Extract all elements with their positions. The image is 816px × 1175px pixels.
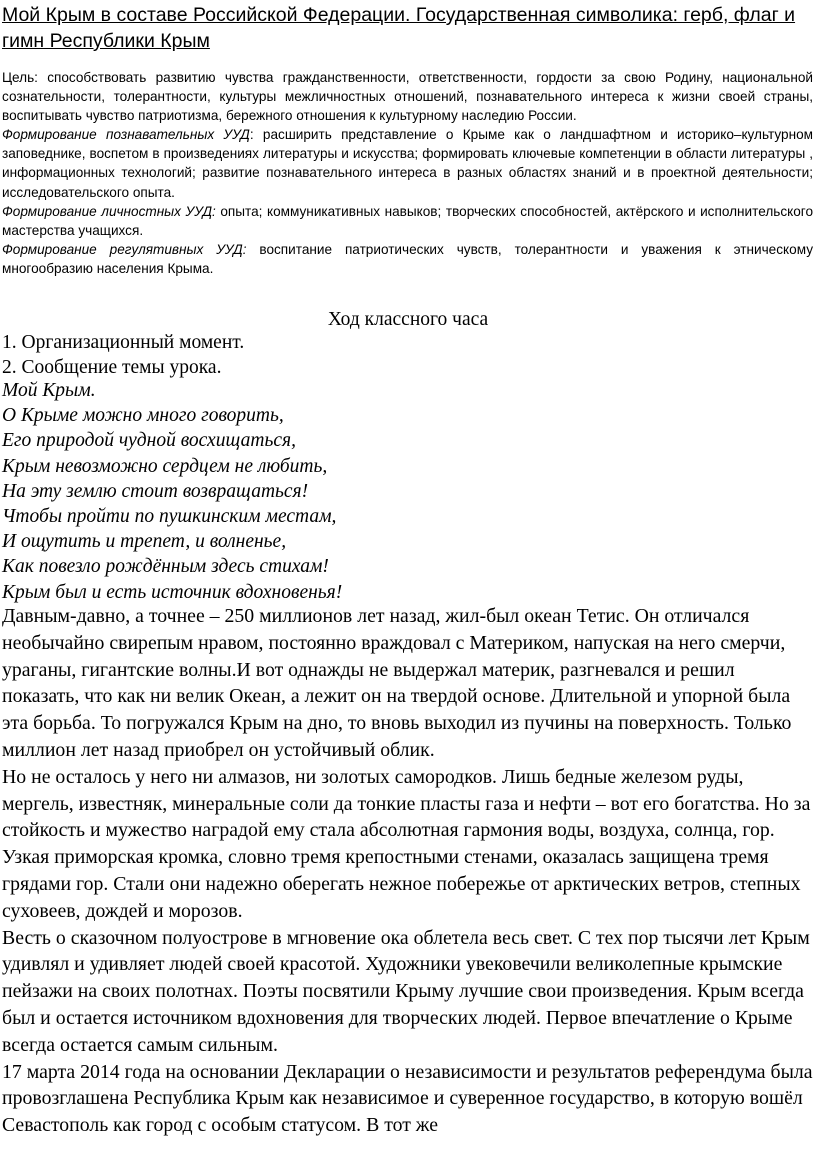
poem-line: Крым невозможно сердцем не любить, [2, 455, 328, 477]
poem-line: Крым был и есть источник вдохновенья! [2, 581, 343, 603]
lesson-steps [2, 330, 814, 380]
step-item: 1. Организационный момент. [2, 332, 245, 353]
step-item: 2. Сообщение темы урока. [2, 357, 222, 378]
goal-paragraph [2, 68, 813, 125]
poem-line: И ощутить и трепет, и волненье, [2, 531, 287, 553]
body-paragraph: Но не осталось у него ни алмазов, ни золотых самородков. Лишь бедные железом руды, мергель, известняк, минеральные соли да тонкие пласты газа и нефти – вот его богатства. Но за стойкость и мужество наградой ему стала абсолютная гармония воды, воздуха, солнца, гор. Узкая приморская кромка, словно тремя крепостными стенами, оказалась защищена тремя грядами гор. Стали они надежно оберегать нежное побережье от арктических ветров, степных суховеев, дождей и морозов. [2, 765, 811, 922]
body-paragraph: Весть о сказочном полуострове в мгновение ока облетела весь свет. С тех пор тысячи лет Крым удивлял и удивляет людей своей красотой. Художники увековечили великолепные крымские пейзажи на своих полотнах. Поэты посвятили Крыму лучшие свои произведения. Крым всегда был и остается источником вдохновения для творческих людей. Первое впечатление о Крыме всегда остается самым сильным. [2, 926, 810, 1056]
body-paragraph: Давным-давно, а точнее – 250 миллионов лет назад, жил-был океан Тетис. Он отличался необычайно свирепым нравом, постоянно враждовал с Материком, напуская на него смерчи, ураганы, гигантские волны.И вот однажды не выдержал материк, разгневался и решил показать, что как ни велик Океан, а лежит он на твердой основе. Длительной и упорной была эта борьба. То погружался Крым на дно, то вновь выходил из пучины на поверхность. Только миллион лет назад приобрел он устойчивый облик. [2, 605, 792, 761]
poem-line: Чтобы пройти по пушкинским местам, [2, 506, 337, 528]
personal-label: Формирование личностных УУД: [2, 203, 216, 219]
body-text [2, 603, 814, 1139]
lesson-objectives [2, 68, 813, 278]
goal-text: способствовать развитию чувства гражданственности, ответственности, гордости за свою Родину, национальной сознательности, толерантности, культуры межличностных отношений, познавательного интереса к жизни своей страны, воспитывать чувство патриотизма, бережного отношения к культурному наследию России. [2, 70, 813, 124]
regulatory-label: Формирование регулятивных УУД: [2, 241, 247, 257]
personal-text: опыта; коммуникативных навыков; творческих способностей, актёрского и исполнительского мастерства учащихся. [2, 203, 814, 238]
poem [2, 378, 814, 605]
poem-line: На эту землю стоит возвращаться! [2, 480, 309, 502]
poem-line: Как повезло рождённым здесь стихам! [2, 556, 329, 578]
body-paragraph: 17 марта 2014 года на основании Декларации о независимости и результатов референдума была провозглашена Республика Крым как независимое и суверенное государство, в которую вошёл Севастополь как город с особым статусом. В тот же [2, 1060, 813, 1137]
poem-line: Его природой чудной восхищаться, [2, 430, 296, 452]
poem-line: Мой Крым. [2, 380, 96, 401]
cognitive-label: Формирование познавательных УУД [2, 127, 250, 143]
poem-line: О Крыме можно много говорить, [2, 405, 284, 427]
cognitive-paragraph [2, 125, 813, 201]
goal-label: Цель: [2, 70, 38, 85]
regulatory-text: воспитание патриотических чувств, толерантности и уважения к этническому многообразию населения Крыма. [2, 241, 813, 276]
cognitive-text: : расширить представление о Крыме как о ландшафтном и историко–культурном заповеднике, воспетом в произведениях литературы и искусства; формировать ключевые компетенции в области литературы , информационных технологий; развитие познавательного интереса в разных областях знаний и в проектной деятельности; исследовательского опыта. [2, 127, 813, 200]
regulatory-paragraph [2, 240, 813, 278]
document-title: Мой Крым в составе Российской Федерации. Государственная символика: герб, флаг и гимн Республики Крым [2, 4, 796, 52]
section-heading: Ход классного часа [327, 309, 489, 330]
personal-paragraph [2, 202, 813, 240]
